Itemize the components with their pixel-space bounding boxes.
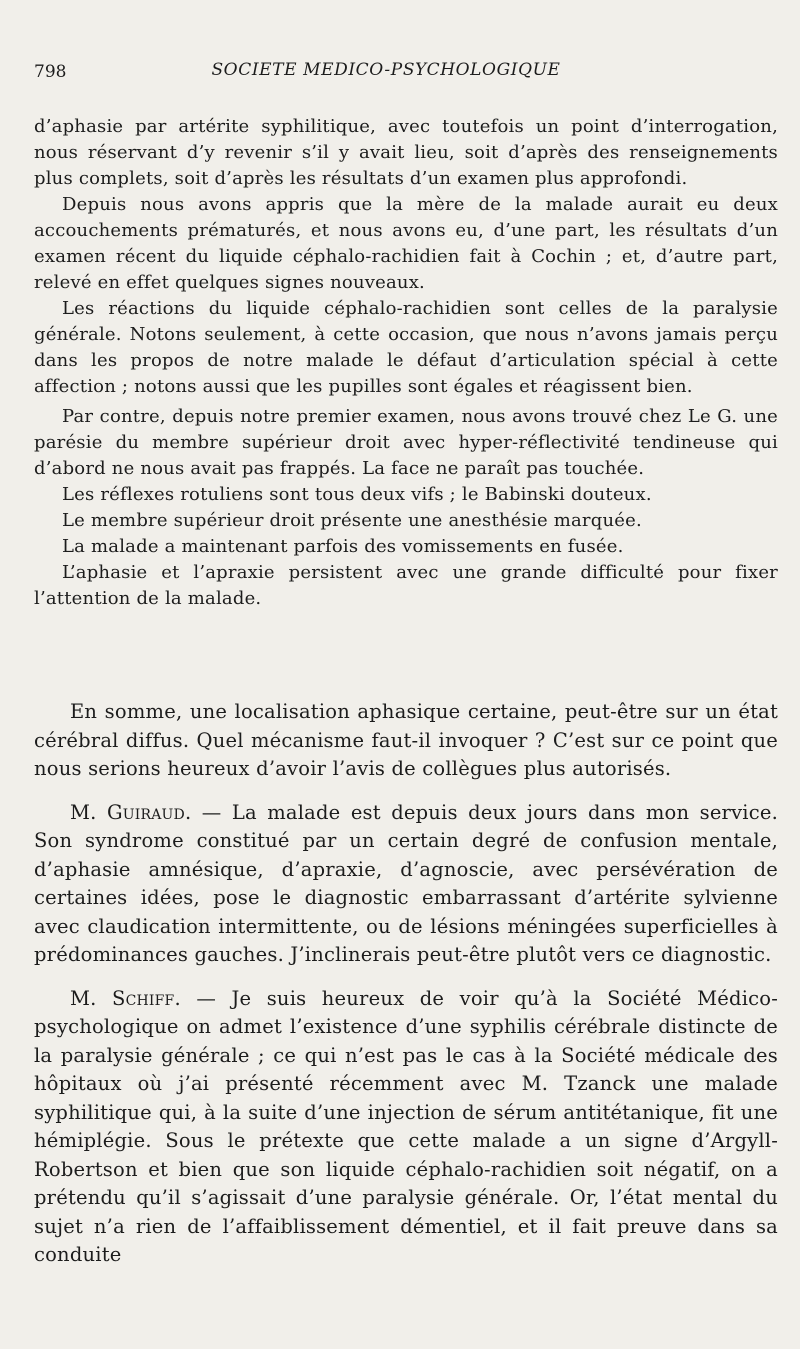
paragraph-anesthesie: Le membre supérieur droit présente une anesthésie marquée. [62,510,642,531]
paragraph-continuation: d’aphasie par artérite syphilitique, avec toutefois un point d’interrogation, nous réservant d’y revenir s’il y avait lieu, soit d’après des renseignements plus complets, soit d’après les résultats d’un examen plus approfondi. [34,116,778,189]
paragraph-guiraud [34,799,778,970]
page-header [34,60,778,90]
paragraph-vomissements: La malade a maintenant parfois des vomissements en fusée. [62,536,624,557]
paragraph-paresie: Par contre, depuis notre premier examen, nous avons trouvé chez Le G. une parésie du membre supérieur droit avec hyper-réflectivité tendineuse qui d’abord ne nous avait pas frappés. La face ne paraît pas touchée. [34,406,778,479]
case-report-text [34,114,778,612]
speaker-guiraud: M. Guiraud. [70,800,192,824]
running-title: SOCIETE MEDICO-PSYCHOLOGIQUE [211,60,561,80]
paragraph-antecedents: Depuis nous avons appris que la mère de la malade aurait eu deux accouchements prématurés, et nous avons eu, d’une part, les résultats d’un examen récent du liquide céphalo-rachidien fait à Cochin ; et, d’autre part, relevé en effet quelques signes nouveaux. [34,194,778,293]
paragraph-reflexes: Les réflexes rotuliens sont tous deux vifs ; le Babinski douteux. [62,484,652,505]
speaker-schiff: M. Schiff. [70,986,181,1010]
paragraph-reactions: Les réactions du liquide céphalo-rachidien sont celles de la paralysie générale. Notons seulement, à cette occasion, que nous n’avons jamais perçu dans les propos de notre malade le défaut d’articulation spécial à cette affection ; notons aussi que les pupilles sont égales et réagissent bien. [34,298,778,397]
schiff-remarks: — Je suis heureux de voir qu’à la Société Médico-psychologique on admet l’existence d’une syphilis cérébrale distincte de la paralysie générale ; ce qui n’est pas le cas à la Société médicale des hôpitaux où j’ai présenté récemment avec M. Tzanck une malade syphilitique qui, à la suite d’une injection de sérum antitétanique, fit une hémiplégie. Sous le prétexte que cette malade a un signe d’Argyll-Robertson et bien que son liquide céphalo-rachidien soit négatif, on a prétendu qu’il s’agissait d’une paralysie générale. Or, l’état mental du sujet n’a rien de l’affaiblissement démentiel, et il fait preuve dans sa conduite [34,986,778,1266]
page-number: 798 [34,62,67,82]
paragraph-schiff [34,985,778,1270]
discussion-text [34,698,778,1270]
paragraph-aphasie-apraxie: L’aphasie et l’apraxie persistent avec une grande difficulté pour fixer l’attention de la malade. [34,562,778,609]
guiraud-remarks: — La malade est depuis deux jours dans mon service. Son syndrome constitué par un certain degré de confusion mentale, d’aphasie amnésique, d’apraxie, d’agnoscie, avec persévération de certaines idées, pose le diagnostic embarrassant d’artérite sylvienne avec claudication intermittente, ou de lésions méningées superficielles à prédominances gauches. J’inclinerais peut-être plutôt vers ce diagnostic. [34,800,778,966]
paragraph-en-somme: En somme, une localisation aphasique certaine, peut-être sur un état cérébral diffus. Quel mécanisme faut-il invoquer ? C’est sur ce point que nous serions heureux d’avoir l’avis de collègues plus autorisés. [34,700,778,780]
